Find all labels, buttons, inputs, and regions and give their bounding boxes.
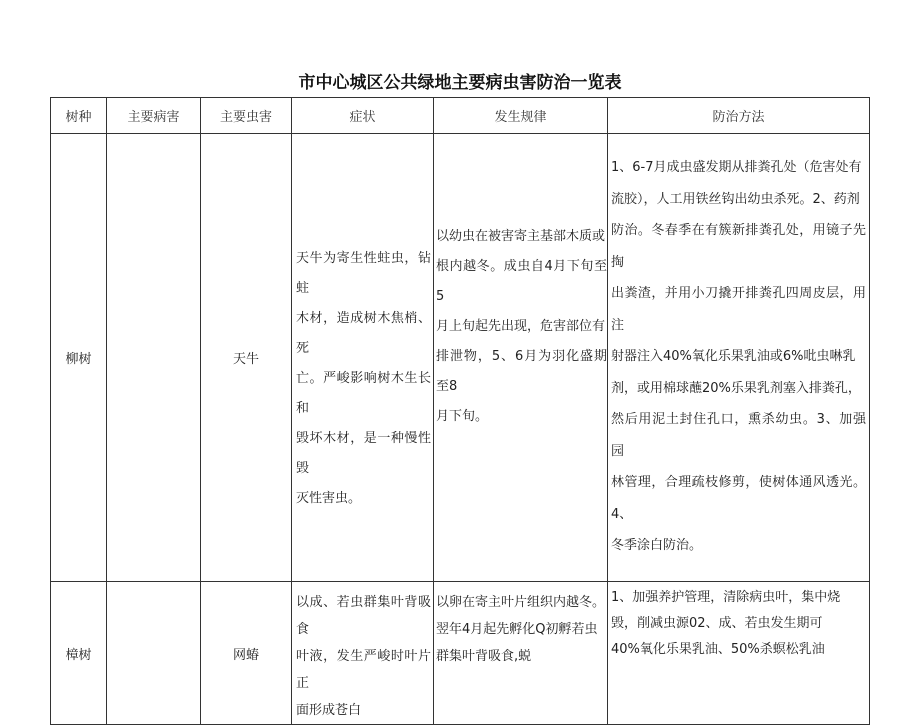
table-row: [51, 582, 870, 725]
cell-pest: 网蝽: [201, 582, 292, 725]
page-title: 市中心城区公共绿地主要病虫害防治一览表: [298, 73, 622, 93]
cell-pattern: 以卵在寄主叶片组织内越冬。 翌年4月起先孵化Q初孵若虫 群集叶背吸食,蜕: [434, 582, 608, 725]
header-tree: 树种: [51, 98, 107, 134]
table-header-row: [51, 98, 870, 134]
cell-disease: [107, 582, 201, 725]
cell-pest: 天牛: [201, 134, 292, 582]
cell-tree: 樟树: [51, 582, 107, 725]
pest-control-table: [50, 97, 870, 725]
cell-method: 1、6-7月成虫盛发期从排粪孔处（危害处有 流胶），人工用铁丝钩出幼虫杀死。2、药剂 防治。冬春季在有簇新排粪孔处，用镜子先掏 出粪渣，并用小刀撬开排粪孔四周皮层，用注 射器注入40%氧化乐果乳油或6%吡虫啉乳 剂，或用棉球蘸20%乐果乳剂塞入排粪孔， 然后用泥土封住孔口，熏杀幼虫。3、加强园 林管理，合理疏枝修剪，使树体通风透光。4、 冬季涂白防治。: [608, 134, 870, 582]
cell-pattern: 以幼虫在被害寄主基部木质或 根内越冬。成虫自4月下旬至5 月上旬起先出现，危害部位有 排泄物，5、6月为羽化盛期至8 月下旬。: [434, 134, 608, 582]
cell-disease: [107, 134, 201, 582]
header-symptom: 症状: [292, 98, 434, 134]
header-pest: 主要虫害: [201, 98, 292, 134]
cell-symptom: 天牛为寄生性蛀虫，钻蛀 木材，造成树木焦梢、死 亡。严峻影响树木生长和 毁坏木材，是一种慢性毁 灭性害虫。: [292, 134, 434, 582]
header-pattern: 发生规律: [434, 98, 608, 134]
header-method: 防治方法: [608, 98, 870, 134]
cell-tree: 柳树: [51, 134, 107, 582]
table-row: [51, 134, 870, 582]
cell-method: 1、加强养护管理，清除病虫叶，集中烧 毁，削减虫源02、成、若虫发生期可 40%氧化乐果乳油、50%杀螟松乳油: [608, 582, 870, 725]
header-disease: 主要病害: [107, 98, 201, 134]
cell-symptom: 以成、若虫群集叶背吸食 叶液，发生严峻时叶片正 面形成苍白: [292, 582, 434, 725]
